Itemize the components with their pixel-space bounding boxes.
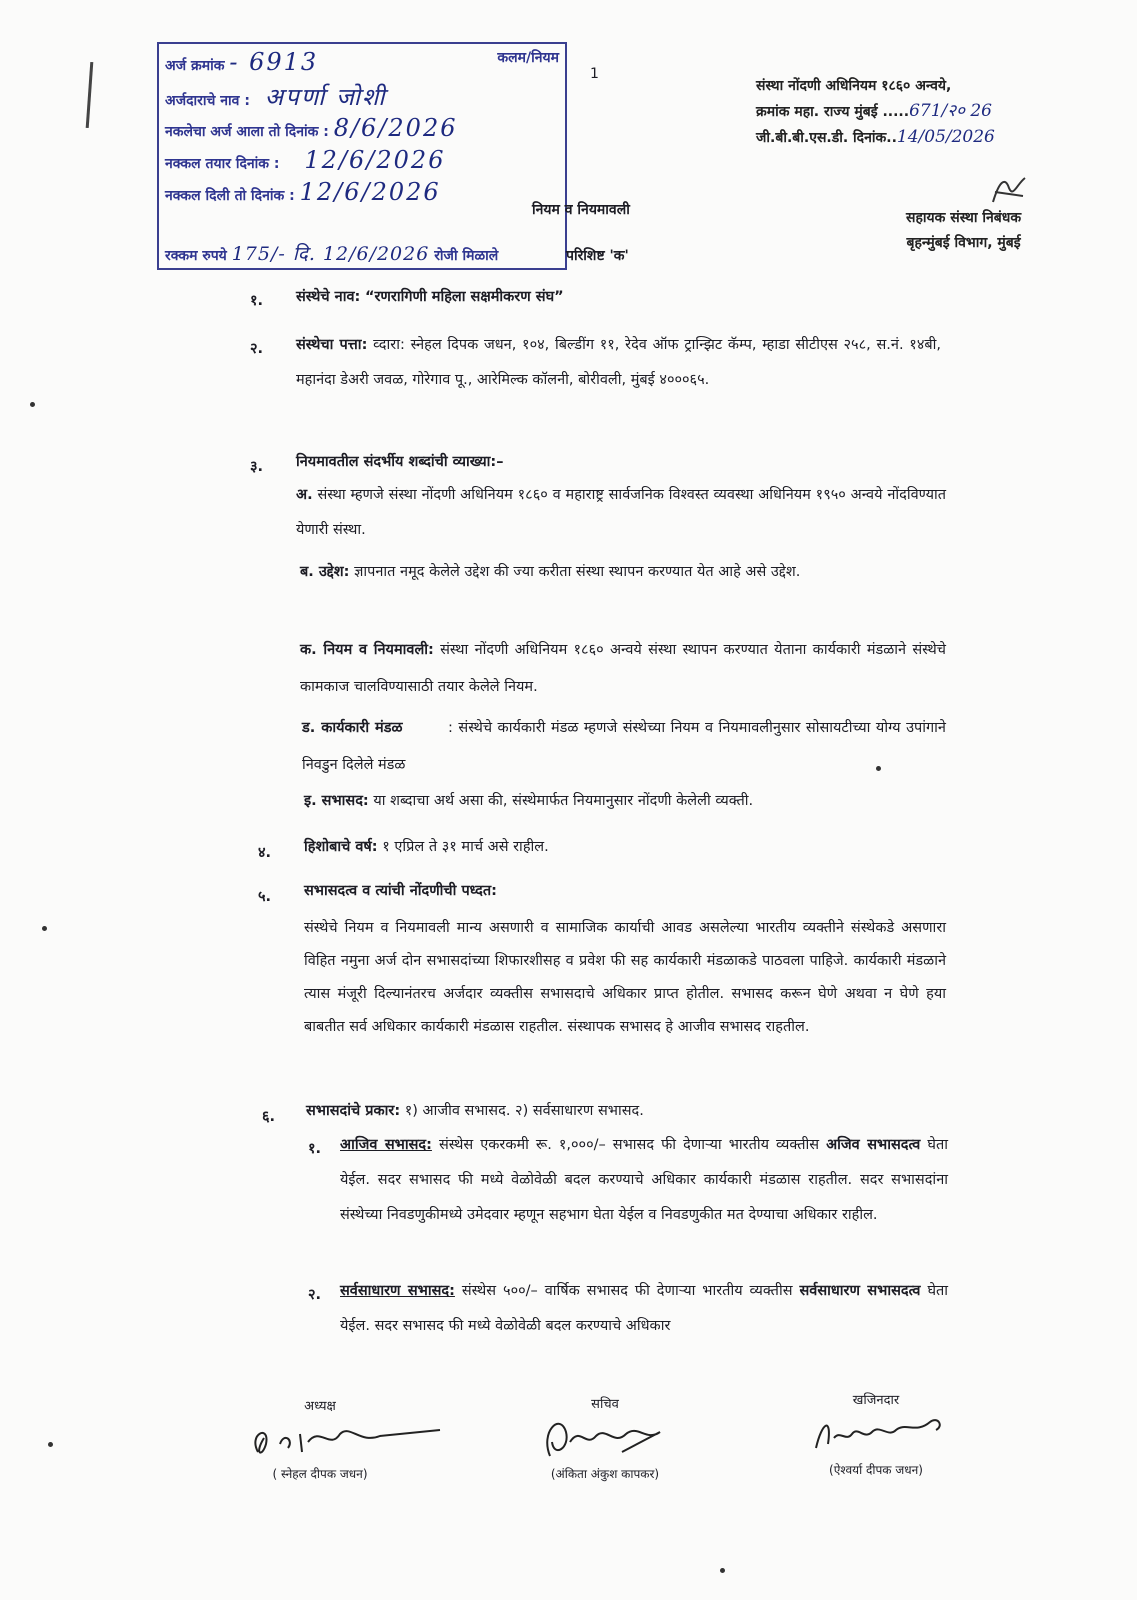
stamp-application-no-value: - 6913 — [229, 48, 319, 76]
registration-number-line — [756, 99, 995, 125]
signature-secretary — [530, 1394, 680, 1482]
section-6-text: १) आजीव सभासद. २) सर्वसाधारण सभासद. — [404, 1103, 644, 1119]
stamp-row-amount — [165, 240, 498, 266]
signature-president-role: अध्यक्ष — [304, 1399, 336, 1414]
signature-treasurer — [806, 1390, 946, 1478]
stamp-row-application-no — [165, 48, 318, 76]
registration-date-value: 14/05/2026 — [896, 127, 995, 147]
section-3d — [302, 710, 946, 784]
registration-number-value: 671/२० 26 — [909, 101, 992, 121]
scan-speck — [48, 1442, 53, 1447]
stamp-received-value: 8/6/2026 — [333, 114, 458, 142]
section-6-2-bold: सर्वसाधारण सभासदत्व — [799, 1283, 921, 1299]
section-6-1-text-a: संस्थेस एकरकमी रू. १,०००/– सभासद फी देणाऱ्या भारतीय व्यक्तीस — [438, 1137, 820, 1153]
signature-secretary-name: (अंकिता अंकुश कापकर) — [550, 1467, 660, 1481]
section-1-text: “रणरागिणी महिला सक्षमीकरण संघ” — [364, 289, 564, 305]
registration-date-line — [756, 125, 995, 151]
section-1 — [296, 282, 956, 313]
section-6-label: सभासदांचे प्रकार: — [306, 1103, 401, 1119]
signature-treasurer-role: खजिनदार — [852, 1393, 900, 1408]
signature-president-scribble — [240, 1414, 460, 1462]
section-1-number: १. — [250, 293, 264, 309]
section-4 — [304, 832, 944, 863]
section-6-2-label: सर्वसाधारण सभासद: — [340, 1283, 455, 1299]
section-2-number: २. — [250, 341, 264, 357]
section-3b — [300, 554, 946, 591]
section-3d-label: ड. कार्यकारी मंडळ — [302, 720, 403, 736]
scan-speck — [876, 766, 881, 771]
section-6-2-number: २. — [308, 1287, 322, 1303]
stamp-applicant-label: अर्जदाराचे नाव : — [165, 93, 250, 109]
section-1-label: संस्थेचे नाव: — [296, 289, 361, 305]
assistant-registrar-block — [906, 206, 1021, 256]
stamp-applicant-value: अपर्णा जोशी — [264, 83, 387, 111]
section-4-text: १ एप्रिल ते ३१ मार्च असे राहील. — [382, 839, 549, 855]
stamp-amount-label: रक्कम रुपये — [165, 248, 227, 264]
signature-treasurer-name: (ऐश्वर्या दीपक जधन) — [829, 1463, 923, 1477]
stamp-given-value: 12/6/2026 — [299, 178, 441, 206]
document-heading: नियम व नियमावली — [532, 202, 630, 218]
section-5-label: सभासदत्व व त्यांची नोंदणीची पध्दत: — [304, 883, 497, 899]
section-6-number: ६. — [262, 1109, 276, 1125]
stamp-received-label: नकलेचा अर्ज आला तो दिनांक : — [165, 124, 329, 140]
stamp-ready-value: 12/6/2026 — [304, 146, 446, 174]
section-3a — [296, 478, 946, 548]
stamp-amount-value: 175/- दि. 12/6/2026 — [231, 243, 430, 265]
scan-speck — [720, 1568, 725, 1573]
section-6 — [306, 1096, 946, 1127]
signature-president-name: ( स्नेहल दीपक जधन) — [272, 1467, 368, 1481]
assistant-registrar-division: बृहन्मुंबई विभाग, मुंबई — [906, 235, 1021, 251]
section-6-1-number: १. — [308, 1141, 322, 1157]
section-4-label: हिशोबाचे वर्ष: — [304, 839, 378, 855]
margin-pen-mark — [86, 62, 94, 128]
assistant-registrar-title: सहायक संस्था निबंधक — [906, 210, 1022, 226]
section-5-number: ५. — [258, 889, 272, 905]
section-3c-label: क. नियम व नियमावली: — [300, 642, 434, 658]
section-3b-label: ब. उद्देश: — [300, 564, 350, 580]
scan-speck — [30, 402, 35, 407]
section-3e — [304, 786, 944, 817]
section-6-1-text-b: घेता येईल. सदर सभासद फी मध्ये वेळोवेळी बदल करण्याचे अधिकार कार्यकारी मंडळास राहतील. सदर सभासदांना संस्थेच्या निवडणुकीमध्ये उमेदवार म्हणून सहभाग घेता येईल व निवडणुकीत मत देण्याचा अधिकार राहील. — [340, 1137, 949, 1223]
stamp-row-received — [165, 114, 458, 142]
signature-treasurer-scribble — [806, 1408, 956, 1458]
stamp-amount-suffix: रोजी मिळाले — [434, 248, 499, 264]
section-6-1 — [340, 1128, 948, 1233]
section-3e-text: या शब्दाचा अर्थ असा की, संस्थेमार्फत नियमानुसार नोंदणी केलेली व्यक्ती. — [373, 793, 754, 809]
section-2-label: संस्थेचा पत्ता: — [296, 337, 368, 353]
registration-date-label: जी.बी.बी.एस.डी. दिनांक.. — [756, 130, 897, 146]
section-2 — [296, 328, 941, 398]
section-3a-text: संस्था म्हणजे संस्था नोंदणी अधिनियम १८६० व महाराष्ट्र सार्वजनिक विश्वस्त व्यवस्था अधिनियम १९५० अन्वये नोंदविण्यात येणारी संस्था. — [296, 487, 947, 538]
section-6-1-bold: अजिव सभासदत्व — [826, 1137, 921, 1153]
registrar-initial-signature — [985, 172, 1031, 208]
section-6-2-text-b: घेता येईल. सदर सभासद फी मध्ये वेळोवेळी बदल करण्याचे अधिकार — [340, 1283, 949, 1334]
section-6-2-text-a: संस्थेस ५००/– वार्षिक सभासद फी देणाऱ्या भारतीय व्यक्तीस — [461, 1283, 793, 1299]
stamp-row-ready — [165, 146, 445, 174]
scan-speck — [42, 926, 47, 931]
registration-act-line: संस्था नोंदणी अधिनियम १८६० अन्वये, — [756, 78, 952, 94]
section-4-number: ४. — [258, 845, 272, 861]
annexure-label: परिशिष्ट 'क' — [566, 248, 629, 264]
section-3b-text: ज्ञापनात नमूद केलेले उद्देश की ज्या करीता संस्था स्थापन करण्यात येत आहे असे उद्देश. — [354, 564, 801, 580]
signature-secretary-role: सचिव — [591, 1397, 619, 1412]
stamp-row-applicant — [165, 80, 387, 113]
stamp-ready-label: नक्कल तयार दिनांक : — [165, 156, 280, 172]
copy-application-stamp — [157, 42, 567, 270]
stamp-kalam-label: कलम/नियम — [497, 50, 559, 66]
section-2-text: व्दारा: स्नेहल दिपक जधन, १०४, बिल्डींग ११, रेदेव ऑफ ट्रान्झिट कॅम्प, म्हाडा सीटीएस २५८, स.नं. १४बी, महानंदा डेअरी जवळ, गोरेगाव पू., आरेमिल्क कॉलनी, बोरीवली, मुंबई ४०००६५. — [296, 337, 942, 388]
section-3-number: ३. — [250, 459, 264, 475]
stamp-row-given — [165, 178, 441, 206]
section-3a-label: अ. — [296, 487, 313, 503]
registration-number-label: क्रमांक महा. राज्य मुंबई ..... — [756, 104, 910, 120]
signature-president — [250, 1396, 390, 1482]
section-3d-text: : संस्थेचे कार्यकारी मंडळ म्हणजे संस्थेच्या नियम व नियमावलीनुसार सोसायटीच्या योग्य उपांगाने निवडुन दिलेले मंडळ — [302, 720, 946, 773]
page-number: 1 — [590, 66, 599, 82]
signature-secretary-scribble — [530, 1412, 680, 1462]
registration-stamp — [756, 74, 995, 151]
section-5-text: संस्थेचे नियम व नियमावली मान्य असणारी व सामाजिक कार्याची आवड असलेल्या भारतीय व्यक्तीने संस्थेकडे असणारा विहित नमुना अर्ज दोन सभासदांच्या शिफारशीसह व प्रवेश फी सह कार्यकारी मंडळाकडे पाठवला पाहिजे. कार्यकारी मंडळाने त्यास मंजूरी दिल्यानंतरच अर्जदार व्यक्तीस सभासदाचे अधिकार प्राप्त होतील. सभासद करून घेणे अथवा न घेणे हया बाबतीत सर्व अधिकार कार्यकारी मंडळास राहतील. संस्थापक सभासद हे आजीव सभासद राहतील. — [304, 920, 946, 1035]
section-3e-label: इ. सभासद: — [304, 793, 369, 809]
stamp-application-no-label: अर्ज क्रमांक — [165, 58, 225, 74]
stamp-given-label: नक्कल दिली तो दिनांक : — [165, 188, 295, 204]
section-6-1-label: आजिव सभासद: — [340, 1137, 432, 1153]
section-3c — [300, 632, 946, 706]
section-6-2 — [340, 1274, 948, 1344]
section-3-label: नियमावतील संदर्भीय शब्दांची व्याख्या:– — [296, 454, 504, 470]
section-3c-text: संस्था नोंदणी अधिनियम १८६० अन्वये संस्था स्थापन करण्यात येताना कार्यकारी मंडळाने संस्थेचे कामकाज चालविण्यासाठी तयार केलेले नियम. — [300, 642, 946, 695]
